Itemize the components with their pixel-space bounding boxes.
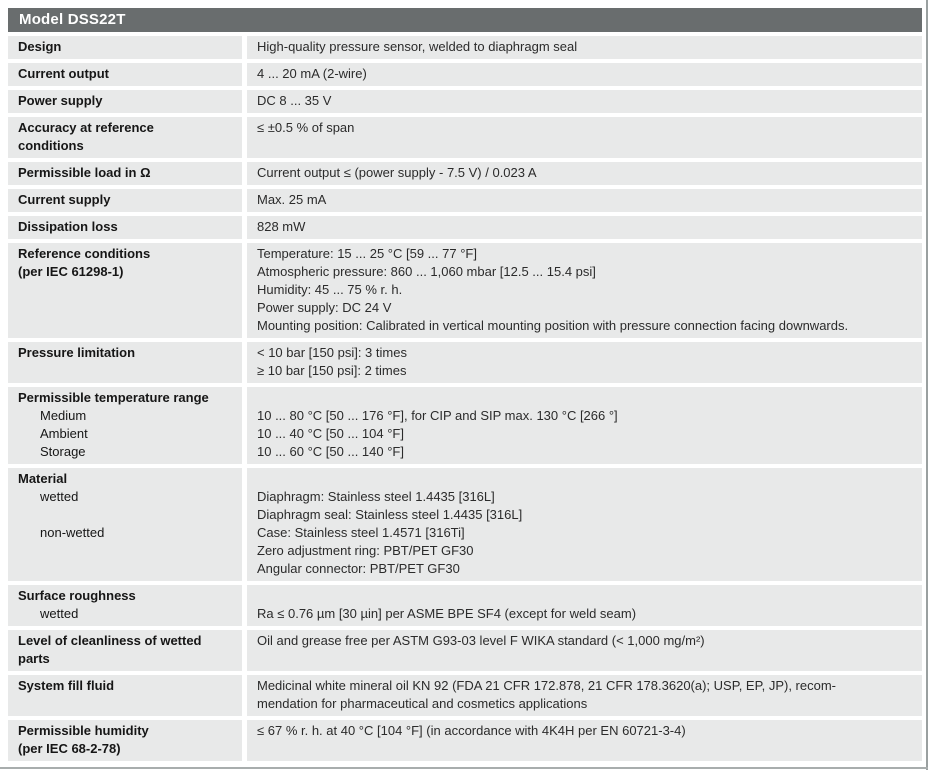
page-edge-right (926, 0, 928, 770)
spec-label-line: Pressure limitation (18, 345, 136, 360)
spec-row (8, 162, 922, 185)
spec-rows (8, 36, 922, 761)
spec-value-line: < 10 bar [150 psi]: 3 times (257, 345, 407, 360)
spec-row (8, 117, 922, 158)
spec-row-label (8, 387, 242, 464)
spec-value-line: Power supply: DC 24 V (257, 300, 392, 315)
spec-value-line: Temperature: 15 ... 25 °C [59 ... 77 °F] (257, 246, 477, 261)
page-edge-bottom (0, 767, 928, 769)
spec-label-line: Surface roughness (18, 588, 136, 603)
spec-table (8, 8, 922, 761)
spec-label-line: (per IEC 61298-1) (18, 264, 124, 279)
spec-label-line: System fill fluid (18, 678, 115, 693)
spec-row-label (8, 720, 242, 761)
spec-label-line: wetted (40, 489, 79, 504)
spec-row-value (247, 162, 922, 185)
spec-row-label (8, 630, 242, 671)
table-title-bar (8, 8, 922, 32)
spec-label-line (18, 542, 232, 560)
spec-row-label (8, 675, 242, 716)
spec-row (8, 90, 922, 113)
spec-row-label (8, 117, 242, 158)
spec-label-line: non-wetted (40, 525, 105, 540)
spec-label-line: Level of cleanliness of wetted (18, 633, 202, 648)
spec-row (8, 585, 922, 626)
spec-value-line: ≤ 67 % r. h. at 40 °C [104 °F] (in accordance with 4K4H per EN 60721-3-4) (257, 723, 686, 738)
spec-row-value (247, 387, 922, 464)
spec-row-value (247, 675, 922, 716)
spec-row (8, 216, 922, 239)
spec-label-line: wetted (40, 606, 79, 621)
spec-row (8, 342, 922, 383)
spec-row (8, 387, 922, 464)
spec-value-line: Oil and grease free per ASTM G93-03 level F WIKA standard (< 1,000 mg/m²) (257, 633, 705, 648)
spec-row-label (8, 342, 242, 383)
spec-value-line (257, 470, 912, 488)
spec-value-line: 10 ... 80 °C [50 ... 176 °F], for CIP and SIP max. 130 °C [266 °] (257, 408, 618, 423)
spec-label-line: Dissipation loss (18, 219, 118, 234)
spec-row-label (8, 162, 242, 185)
spec-row-label (8, 468, 242, 581)
spec-label-line (18, 506, 232, 524)
spec-row-value (247, 216, 922, 239)
spec-value-line: 828 mW (257, 219, 306, 234)
spec-row (8, 720, 922, 761)
spec-value-line: High-quality pressure sensor, welded to diaphragm seal (257, 39, 578, 54)
spec-label-line: Ambient (40, 426, 88, 441)
spec-row-label (8, 90, 242, 113)
spec-value-line: Zero adjustment ring: PBT/PET GF30 (257, 543, 474, 558)
spec-label-line: Reference conditions (18, 246, 151, 261)
spec-row-label (8, 36, 242, 59)
spec-value-line: DC 8 ... 35 V (257, 93, 332, 108)
spec-value-line: Case: Stainless steel 1.4571 [316Ti] (257, 525, 465, 540)
spec-value-line: Current output ≤ (power supply - 7.5 V) / 0.023 A (257, 165, 537, 180)
spec-value-line: Angular connector: PBT/PET GF30 (257, 561, 460, 576)
spec-value-line: Diaphragm seal: Stainless steel 1.4435 [316L] (257, 507, 523, 522)
spec-row-value (247, 630, 922, 671)
spec-label-line (18, 560, 232, 578)
spec-row-value (247, 63, 922, 86)
page-title: Model DSS22T (19, 11, 126, 28)
spec-row-label (8, 63, 242, 86)
spec-label-line: (per IEC 68-2-78) (18, 741, 121, 756)
spec-row-value (247, 585, 922, 626)
spec-row-value (247, 468, 922, 581)
spec-value-line: 4 ... 20 mA (2-wire) (257, 66, 367, 81)
spec-value-line: mendation for pharmaceutical and cosmetics applications (257, 696, 588, 711)
spec-value-line: Medicinal white mineral oil KN 92 (FDA 21 CFR 172.878, 21 CFR 178.3620(a); USP, EP, JP), recom- (257, 678, 836, 693)
spec-row (8, 243, 922, 338)
spec-label-line: Permissible load in Ω (18, 165, 151, 180)
spec-row (8, 63, 922, 86)
spec-row-label (8, 243, 242, 338)
spec-row (8, 36, 922, 59)
spec-value-line (257, 389, 912, 407)
spec-label-line: Permissible humidity (18, 723, 149, 738)
spec-row (8, 189, 922, 212)
spec-row-label (8, 189, 242, 212)
spec-row-value (247, 243, 922, 338)
spec-label-line: Current output (18, 66, 109, 81)
spec-row-value (247, 189, 922, 212)
spec-value-line: Max. 25 mA (257, 192, 327, 207)
spec-label-line: Design (18, 39, 62, 54)
spec-label-line: Medium (40, 408, 87, 423)
spec-row-value (247, 90, 922, 113)
spec-row-value (247, 720, 922, 761)
spec-label-line: Material (18, 471, 68, 486)
spec-row (8, 468, 922, 581)
spec-label-line: parts (18, 651, 50, 666)
spec-label-line: Current supply (18, 192, 111, 207)
spec-value-line (257, 587, 912, 605)
spec-row (8, 630, 922, 671)
spec-row-label (8, 216, 242, 239)
spec-label-line: conditions (18, 138, 84, 153)
spec-row-value (247, 36, 922, 59)
spec-row-label (8, 585, 242, 626)
spec-row-value (247, 117, 922, 158)
spec-label-line: Accuracy at reference (18, 120, 154, 135)
spec-value-line: Atmospheric pressure: 860 ... 1,060 mbar [12.5 ... 15.4 psi] (257, 264, 596, 279)
spec-label-line: Permissible temperature range (18, 390, 209, 405)
spec-label-line: Storage (40, 444, 86, 459)
spec-row (8, 675, 922, 716)
spec-value-line: 10 ... 60 °C [50 ... 140 °F] (257, 444, 404, 459)
spec-value-line: 10 ... 40 °C [50 ... 104 °F] (257, 426, 404, 441)
spec-value-line: ≥ 10 bar [150 psi]: 2 times (257, 363, 407, 378)
spec-label-line: Power supply (18, 93, 103, 108)
spec-value-line: ≤ ±0.5 % of span (257, 120, 355, 135)
spec-value-line: Diaphragm: Stainless steel 1.4435 [316L] (257, 489, 495, 504)
spec-value-line: Ra ≤ 0.76 µm [30 µin] per ASME BPE SF4 (except for weld seam) (257, 606, 637, 621)
spec-row-value (247, 342, 922, 383)
spec-value-line: Mounting position: Calibrated in vertical mounting position with pressure connection facing downwards. (257, 318, 849, 333)
spec-value-line: Humidity: 45 ... 75 % r. h. (257, 282, 403, 297)
